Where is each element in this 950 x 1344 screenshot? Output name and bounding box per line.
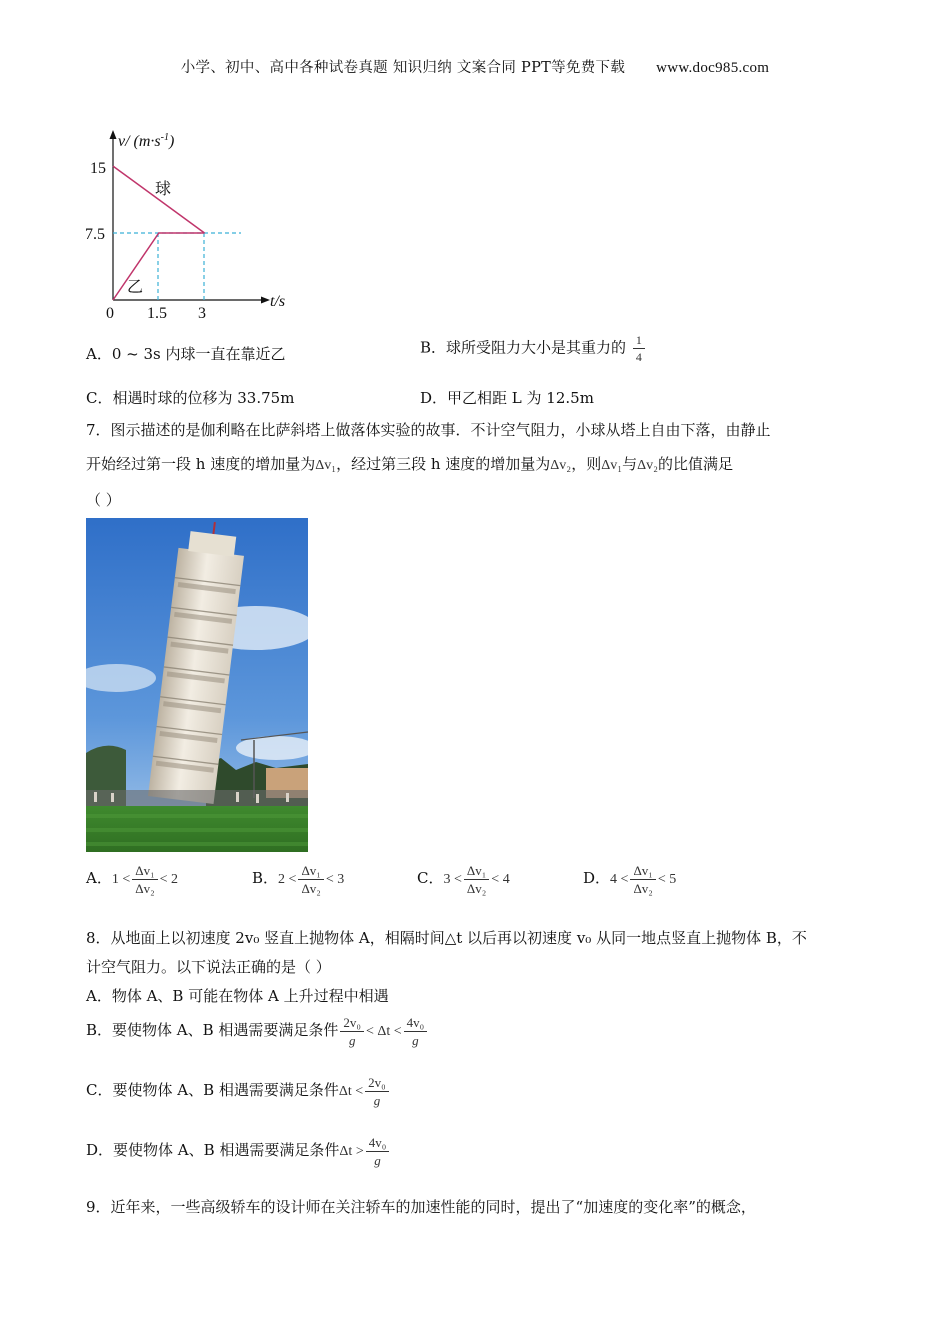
page-header <box>0 56 950 77</box>
q6-option-b-text: B．球所受阻力大小是其重力的 <box>420 338 627 357</box>
q7-line-3: （ ） <box>86 491 121 509</box>
q8-option-c: C．要使物体 A、B 相遇需要满足条件Δt < $\frac{\text{2v₀}}{g}$ <box>86 1076 391 1107</box>
x-axis-label: t/s <box>270 293 286 310</box>
q8-option-b: B．要使物体 A、B 相遇需要满足条件 $\frac{\text{2v₀}}{g}$ < Δt < $\frac{\text{4v₀}}{g}$ <box>86 1016 429 1047</box>
q6-option-d: D．甲乙相距 L 为 12.5m <box>420 389 594 407</box>
q8-line-1: 8．从地面上以初速度 2v₀ 竖直上抛物体 A，相隔时间△t 以后再以初速度 v₀ 从同一地点竖直上抛物体 B，不 <box>86 929 807 947</box>
q8-line-2: 计空气阻力。以下说法正确的是（ ） <box>86 958 331 976</box>
q6-option-b <box>420 334 647 363</box>
leaning-tower-photo <box>86 518 308 852</box>
q6-option-b-fraction: $\frac{1}{4}$ <box>633 334 645 363</box>
series-ball-line <box>113 166 205 233</box>
ball-label: 球 <box>155 181 172 198</box>
q7-option-c: C．3 < $\frac{\text{Δv₁}}{\text{Δv₂}}$ < 4 <box>417 863 510 896</box>
q8-option-a: A．物体 A、B 可能在物体 A 上升过程中相遇 <box>86 987 389 1005</box>
tick-x-0: 0 <box>106 305 114 322</box>
yi-label: 乙 <box>127 279 144 296</box>
tick-y-15: 15 <box>90 160 106 177</box>
tick-y-7p5: 7.5 <box>85 226 105 243</box>
header-text: 小学、初中、高中各种试卷真题 知识归纳 文案合同 PPT等免费下载 <box>180 60 626 76</box>
q7-line-1: 7．图示描述的是伽利略在比萨斜塔上做落体实验的故事．不计空气阻力，小球从塔上自由下落，由静止 <box>86 421 771 439</box>
q7-line-2: 开始经过第一段 h 速度的增加量为Δv₁，经过第三段 h 速度的增加量为Δv₂，则Δv₁与Δv₂的比值满足 <box>86 455 734 473</box>
tick-x-1p5: 1.5 <box>147 305 167 322</box>
q7-option-a: A．1 < $\frac{\text{Δv₁}}{\text{Δv₂}}$ < 2 <box>86 863 179 896</box>
y-axis-label: v/ $(m\cdot s^{-1})$ <box>118 132 175 150</box>
q7-option-b: B．2 < $\frac{\text{Δv₁}}{\text{Δv₂}}$ < 3 <box>252 863 345 896</box>
q8-option-d: D．要使物体 A、B 相遇需要满足条件Δt > $\frac{\text{4v₀}}{g}$ <box>86 1136 391 1167</box>
vt-graph <box>84 124 314 324</box>
q6-option-c: C．相遇时球的位移为 33.75m <box>86 389 295 407</box>
q9-line-1: 9．近年来，一些高级轿车的设计师在关注轿车的加速性能的同时，提出了“加速度的变化率”的概念， <box>86 1198 756 1216</box>
y-axis-arrow <box>110 130 117 139</box>
q7-option-d: D．4 < $\frac{\text{Δv₁}}{\text{Δv₂}}$ < 5 <box>583 863 677 896</box>
tick-x-3: 3 <box>198 305 206 322</box>
x-axis-arrow <box>261 297 270 304</box>
header-url[interactable]: www.doc985.com <box>656 60 770 76</box>
q6-option-a: A．0 ~ 3s 内球一直在靠近乙 <box>86 345 286 363</box>
